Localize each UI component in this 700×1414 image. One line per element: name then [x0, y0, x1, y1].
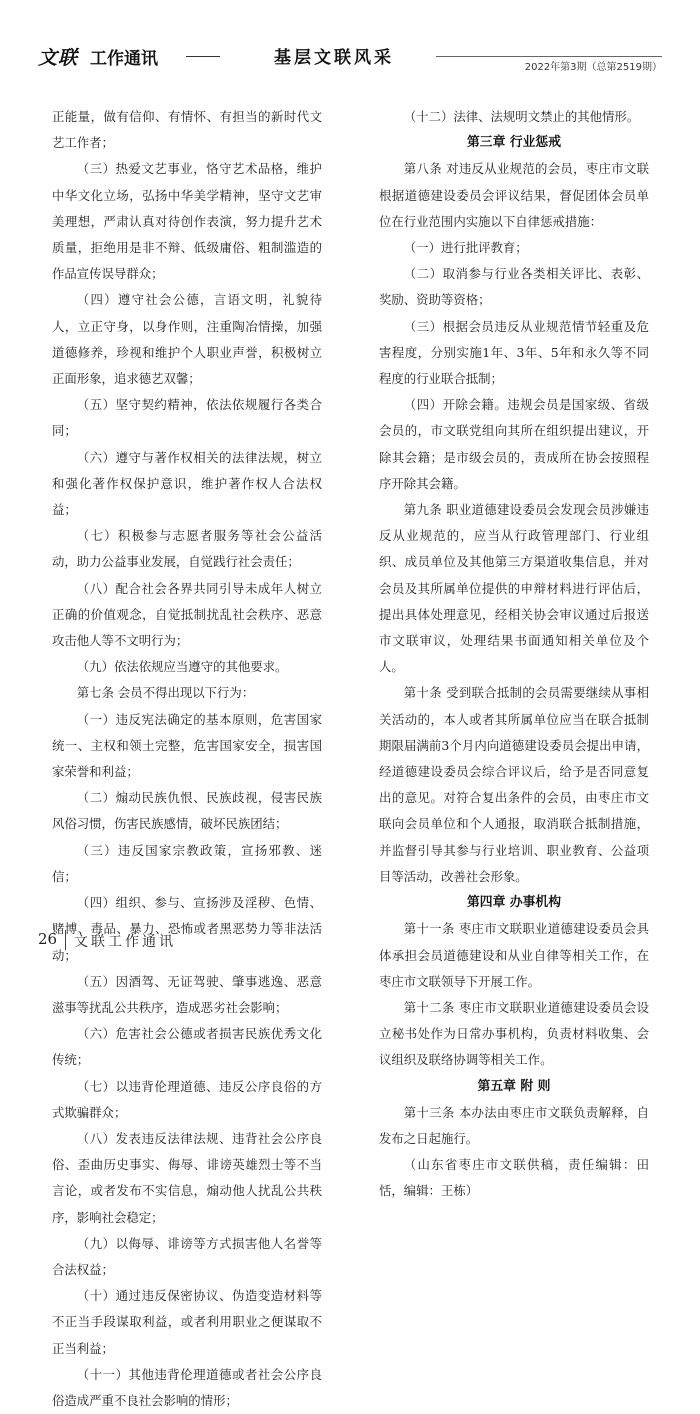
paragraph: （九）以侮辱、诽谤等方式损害他人名誉等合法权益； [52, 1235, 322, 1277]
chapter-heading: 第三章 行业惩戒 [466, 135, 562, 151]
paragraph: （四）遵守社会公德，言语文明，礼貌待人，立正守身，以身作则，注重陶冶情操，加强道德修养，珍视和维护个人职业声誉，积极树立正面形象，追求德艺双馨； [52, 292, 322, 387]
paragraph: （八）发表违反法律法规、违背社会公序良俗、歪曲历史事实、侮辱、诽谤英雄烈士等不当言论，或者发布不实信息，煽动他人扰乱公共秩序，影响社会稳定； [52, 1130, 322, 1225]
paragraph: （五）因酒驾、无证驾驶、肇事逃逸、恶意滋事等扰乱公共秩序，造成恶劣社会影响； [52, 973, 322, 1015]
footer-divider [65, 930, 66, 950]
paragraph: （十一）其他违背伦理道德或者社会公序良俗造成严重不良社会影响的情形； [52, 1366, 322, 1408]
paragraph: 第七条 会员不得出现以下行为： [76, 685, 255, 701]
paragraph: （三）根据会员违反从业规范情节轻重及危害程度，分别实施1年、3年、5年和永久等不同程度的行业联合抵制； [379, 318, 649, 387]
paragraph: （十）通过违反保密协议、伪造变造材料等不正当手段谋取利益，或者利用职业之便谋取不正当利益； [52, 1288, 322, 1356]
paragraph: 第九条 职业道德建设委员会发现会员涉嫌违反从业规范的，应当从行政管理部门、行业组织、成员单位及其他第三方渠道收集信息，并对会员及其所属单位提供的申辩材料进行评估后，提出具体处理意见，经相关协会审议通过后报送市文联审议，处理结果书面通知相关单位及个人。 [379, 502, 649, 675]
footer-publication: 文联工作通讯 [74, 934, 176, 950]
paragraph: （五）坚守契约精神，依法依规履行各类合同； [52, 397, 322, 439]
chapter-heading: 第四章 办事机构 [466, 895, 562, 911]
paragraph: 第十三条 本办法由枣庄市文联负责解释，自发布之日起施行。 [379, 1104, 649, 1146]
paragraph: 第十条 受到联合抵制的会员需要继续从事相关活动的，本人或者其所属单位应当在联合抵制期限届满前3个月内向道德建设委员会提出申请，经道德建设委员会综合评议后，给予是否同意复出的意见。对符合复出条件的会员，由枣庄市文联向会员单位和个人通报，取消联合抵制措施，并监督引导其参与行业培训、职业教育、公益项目等活动，改善社会形象。 [379, 685, 649, 884]
chapter-heading: 第五章 附 则 [477, 1078, 551, 1094]
paragraph: （四）开除会籍。违规会员是国家级、省级会员的，市文联党组向其所在组织提出建议，开除其会籍；是市级会员的，责成所在协会按照程序开除其会籍。 [379, 397, 649, 491]
paragraph: （六）遵守与著作权相关的法律法规，树立和强化著作权保护意识，维护著作权人合法权益； [52, 449, 322, 518]
paragraph: （二）煽动民族仇恨、民族歧视，侵害民族风俗习惯，伤害民族感情，破坏民族团结； [52, 790, 322, 832]
right-text-column [379, 104, 649, 1205]
paragraph: （一）进行批评教育； [403, 240, 528, 256]
paragraph: （三）违反国家宗教政策，宣扬邪教、迷信； [52, 842, 322, 884]
masthead-logo: 文联 [38, 47, 79, 69]
paragraph: 第十二条 枣庄市文联职业道德建设委员会设立秘书处作为日常办事机构，负责材料收集、会议组织及联络协调等相关工作。 [379, 999, 649, 1068]
masthead-rule [186, 56, 220, 57]
issue-info: 2022年第3期（总第2519期） [524, 62, 662, 73]
paragraph: （山东省枣庄市文联供稿，责任编辑：田恬，编辑：王栋） [379, 1157, 649, 1199]
page-number: 26 [38, 930, 58, 948]
paragraph: （九）依法依规应当遵守的其他要求。 [76, 659, 288, 675]
left-text-column [52, 104, 322, 1414]
paragraph: 正能量，做有信仰、有情怀、有担当的新时代文艺工作者； [52, 109, 322, 151]
header-rule [436, 56, 662, 57]
paragraph: （三）热爱文艺事业，恪守艺术品格，维护中华文化立场，弘扬中华美学精神，坚守文艺审美理想，严肃认真对待创作表演，努力提升艺术质量，拒绝用是非不辩、低级庸俗、粗制滥造的作品宣传误导群众； [52, 161, 322, 282]
paragraph: （四）组织、参与、宣扬涉及淫秽、色情、赌博、毒品、暴力、恐怖或者黑恶势力等非法活动； [52, 895, 322, 963]
paragraph: （一）违反宪法确定的基本原则，危害国家统一、主权和领土完整，危害国家安全，损害国家荣誉和利益； [52, 711, 322, 780]
masthead-name: 工作通讯 [90, 49, 158, 69]
page-footer [38, 930, 338, 950]
paragraph: 第八条 对违反从业规范的会员，枣庄市文联根据道德建设委员会评议结果，督促团体会员单位在行业范围内实施以下自律惩戒措施： [379, 161, 649, 229]
paragraph: 第十一条 枣庄市文联职业道德建设委员会具体承担会员道德建设和从业自律等相关工作，在枣庄市文联领导下开展工作。 [379, 921, 649, 989]
paragraph: （七）以违背伦理道德、违反公序良俗的方式欺骗群众； [52, 1078, 322, 1120]
paragraph: （六）危害社会公德或者损害民族优秀文化传统； [52, 1026, 322, 1068]
page-header [38, 40, 662, 73]
column-title: 基层文联风采 [274, 48, 394, 68]
paragraph: （二）取消参与行业各类相关评比、表彰、奖励、资助等资格； [379, 266, 649, 308]
paragraph: （七）积极参与志愿者服务等社会公益活动，助力公益事业发展，自觉践行社会责任； [52, 528, 322, 570]
paragraph: （八）配合社会各界共同引导未成年人树立正确的价值观念，自觉抵制扰乱社会秩序、恶意攻击他人等不文明行为； [52, 580, 322, 649]
paragraph: （十二）法律、法规明文禁止的其他情形。 [403, 109, 640, 124]
